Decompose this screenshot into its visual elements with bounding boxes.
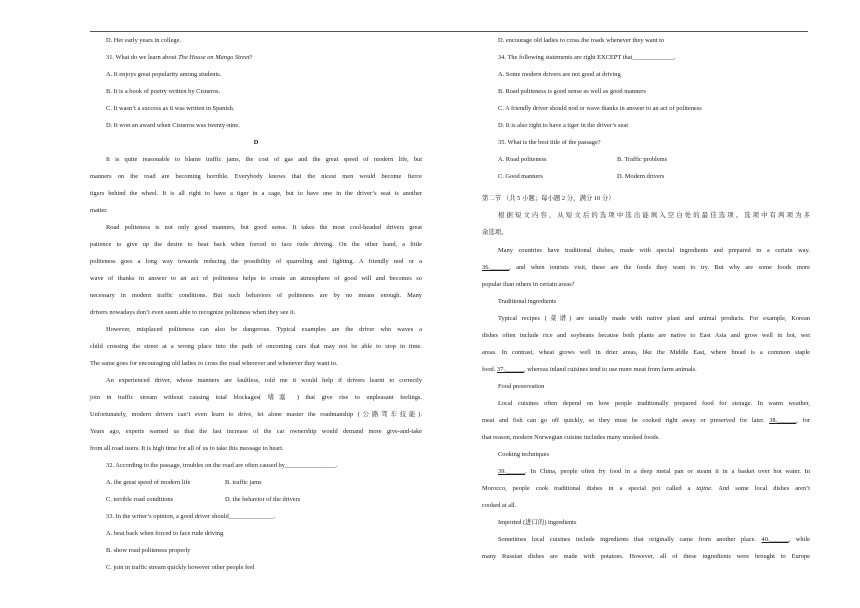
para3-line3: The same goes for encouraging old ladies to cross the road wherever and whenever they want to.	[90, 360, 338, 367]
q35-option-c: C. Good manners	[498, 173, 543, 180]
para4-line1: An experienced driver, whose manners are faultless, told me it would help if drivers learnt to correctly	[106, 377, 422, 384]
para4-line4: Years ago, experts warned us that the fast increase of the car ownership would demand more give-and-take	[90, 428, 422, 435]
text5-line1-rest: , while	[788, 536, 811, 543]
q33-stem: 33. In the writer’s opinion, a good driver should______________.	[106, 513, 276, 520]
text2-line1: Typical recipes (菜谱) are usually made with native plant and animal products. For example, Korean	[498, 315, 810, 322]
q35-stem: 35. What is the best title of the passage?	[498, 139, 601, 146]
para1-line3: tigers behind the wheel. It is all right to have a tiger in a cage, but to have one in the driver’s seat is another	[90, 190, 422, 197]
q31-option-a: A. It enjoys great popularity among students.	[106, 71, 222, 78]
section-d-heading: D	[253, 139, 259, 146]
text4-line2-start: Morocco, people cook traditional dishes in a special pot called a	[482, 485, 697, 492]
q33-option-d: D. encourage old ladies to cross the roads whenever they want to	[498, 37, 665, 44]
text1-line2-rest: , and when tourists visit, these are the foods they want to try. But why are some foods more	[509, 264, 810, 271]
q31-book-title: The House on Mango Street	[178, 54, 250, 61]
q35-option-d: D. Modern drivers	[617, 173, 665, 180]
q35-option-a: A. Road politeness	[498, 156, 547, 163]
section2-instruction-line2: 余选项。	[482, 229, 508, 236]
text1-line2	[482, 263, 810, 273]
q32-option-b: B. traffic jams	[225, 479, 262, 486]
q30-option-d: D. Her early years in college.	[106, 37, 182, 44]
q34-option-a: A. Some modern drivers are not good at driving	[498, 71, 621, 78]
para2-line1: Road politeness is not only good manners, but good sense. It takes the most cool-headed drivers great	[106, 224, 422, 231]
q34-option-b: B. Road politeness is good sense as well as good manners	[498, 88, 646, 95]
heading-imported-ingredients: Imported (进口的) ingredients	[498, 519, 577, 526]
text1-line1: Many countries have traditional dishes, made with special ingredients and prepared in a certain way.	[498, 247, 810, 254]
para2-line2: patience to give up the desire to beat back when forced to face rude driving. On the other hand, a little	[90, 241, 422, 248]
header-rule	[90, 31, 808, 32]
para3-line2: child crossing the street at a wrong place into the path of oncoming cars that may not be able to stop in time.	[90, 343, 422, 350]
text2-line4-start: food.	[482, 366, 497, 373]
text2-line4-rest: , whereas inland cuisines tend to use more meat from farm animals.	[524, 366, 697, 373]
heading-food-preservation: Food preservation	[498, 383, 545, 390]
para4-line2: join in traffic stream without causing total blockages( 堵塞 ) that give rise to unpleasant feelings.	[90, 394, 422, 401]
q31-option-c: C. It wasn’t a success as it was written in Spanish.	[106, 105, 235, 112]
text1-line3: popular than others in certain areas?	[482, 281, 575, 288]
para2-line4: wave of thanks in answer to an act of politeness helps to create an atmosphere of good will and becomes so	[90, 275, 422, 282]
para1-line1: It is quite reasonable to blame traffic jams, the cost of gas and the great speed of modern life, but	[106, 156, 422, 163]
text4-line2	[482, 484, 810, 494]
q34-option-d: D. It is also right to have a tiger in the driver’s seat	[498, 122, 628, 129]
para4-line5: from all road users. It is high time for all of us to take this message to heart.	[90, 445, 284, 452]
tajine-term: tajine	[696, 485, 711, 492]
q31-option-b: B. It is a book of poetry written by Cisneros.	[106, 88, 221, 95]
blank-39[interactable]: 39.______	[498, 468, 526, 475]
para3-line1: However, misplaced politeness can also be dangerous. Typical examples are the driver who waves a	[106, 326, 422, 333]
q31-stem	[106, 53, 252, 63]
q32-option-a: A. the great speed of modern life	[106, 479, 191, 486]
q34-option-c: C. A friendly driver should nod or wave thanks in answer to an act of politeness	[498, 105, 702, 112]
q31-stem-end: ?	[249, 54, 253, 61]
q31-option-d: D. It won an award when Cisneros was twenty-nine.	[106, 122, 240, 129]
text4-line3: cooked at all.	[482, 502, 517, 509]
blank-38[interactable]: 38.______	[769, 417, 797, 424]
blank-37[interactable]: 37.______	[496, 366, 525, 373]
heading-traditional-ingredients: Traditional ingredients	[498, 298, 557, 305]
q35-option-b: B. Traffic problems	[617, 156, 668, 163]
para2-line6: drivers nowadays don’t even seem able to recognize politeness when they see it.	[90, 309, 296, 316]
q32-option-c: C. terrible road conditions	[106, 496, 174, 503]
text5-line1	[498, 535, 810, 545]
heading-cooking-techniques: Cooking techniques	[498, 451, 549, 458]
para4-line3: Unfortunately, modern drivers can’t even learn to drive, let alone master the roadmanship (公路驾车技能).	[90, 411, 422, 418]
q33-option-a: A. beat back when forced to face rude driving	[106, 530, 224, 537]
para1-line4: matter.	[90, 207, 108, 214]
blank-40[interactable]: 40.______	[761, 536, 789, 543]
text3-line2	[482, 416, 810, 426]
q32-stem: 32. According to the passage, troubles on the road are often caused by________________.	[106, 462, 338, 469]
q31-stem-text: 31. What do we learn about	[106, 54, 179, 61]
text5-line1-start: Sometimes local cuisines include ingredients that originally came from another place.	[498, 536, 762, 543]
q34-stem: 34. The following statements are right EXCEPT that_____________.	[498, 54, 676, 61]
text3-line2-start: meat and fish can go off quickly, so they must be cooked right away or preserved for later.	[482, 417, 770, 424]
q33-option-b: B. show road politeness properly	[106, 547, 191, 554]
text2-line2: dishes often include rice and soybeans because both plants are native to East Asia and grow well in hot, wet	[482, 332, 810, 339]
para2-line5: necessary in modern traffic conditions. But such behaviors of politeness are by no means enough. Many	[90, 292, 422, 299]
q32-option-d: D. the behavior of the drivers	[225, 496, 301, 503]
text4-line1	[498, 467, 810, 477]
blank-36[interactable]: 36.______	[482, 264, 510, 271]
text3-line1: Local cuisines often depend on how people traditionally prepared food for storage. In warm weather,	[498, 400, 810, 407]
text3-line3: that reason, modern Norwegian cuisine includes many smoked foods.	[482, 434, 660, 441]
text4-line2-rest: . And some local dishes aren’t	[710, 485, 810, 492]
text2-line4	[482, 365, 697, 375]
text5-line2: many Russian dishes are made with potatoes. However, all of these ingredients were brought to Europe	[482, 553, 810, 560]
para2-line3: politeness goes a long way towards reducing the possibility of quarreling and fighting. A friendly nod or a	[90, 258, 422, 265]
q33-option-c: C. join in traffic stream quickly however other people feel	[106, 564, 255, 571]
text4-line1-rest: . In China, people often fry food in a deep metal pan or steam it in a basket over hot water. In	[525, 468, 810, 475]
para1-line2: manners on the road are becoming horrible. Everybody knows that the nicest men would become fierce	[90, 173, 422, 180]
text3-line2-rest: , for	[796, 417, 810, 424]
section2-instruction-line1: 根据短文内容，从短文后的选项中选出能填入空白处的最佳选项。选项中有两项为多	[498, 212, 810, 219]
section2-title: 第二节 （共 5 小题；每小题 2 分，满分 10 分）	[482, 195, 615, 202]
text2-line3: areas. In contrast, wheat grows well in drier areas, like the Middle East, where bread is a common staple	[482, 349, 810, 356]
